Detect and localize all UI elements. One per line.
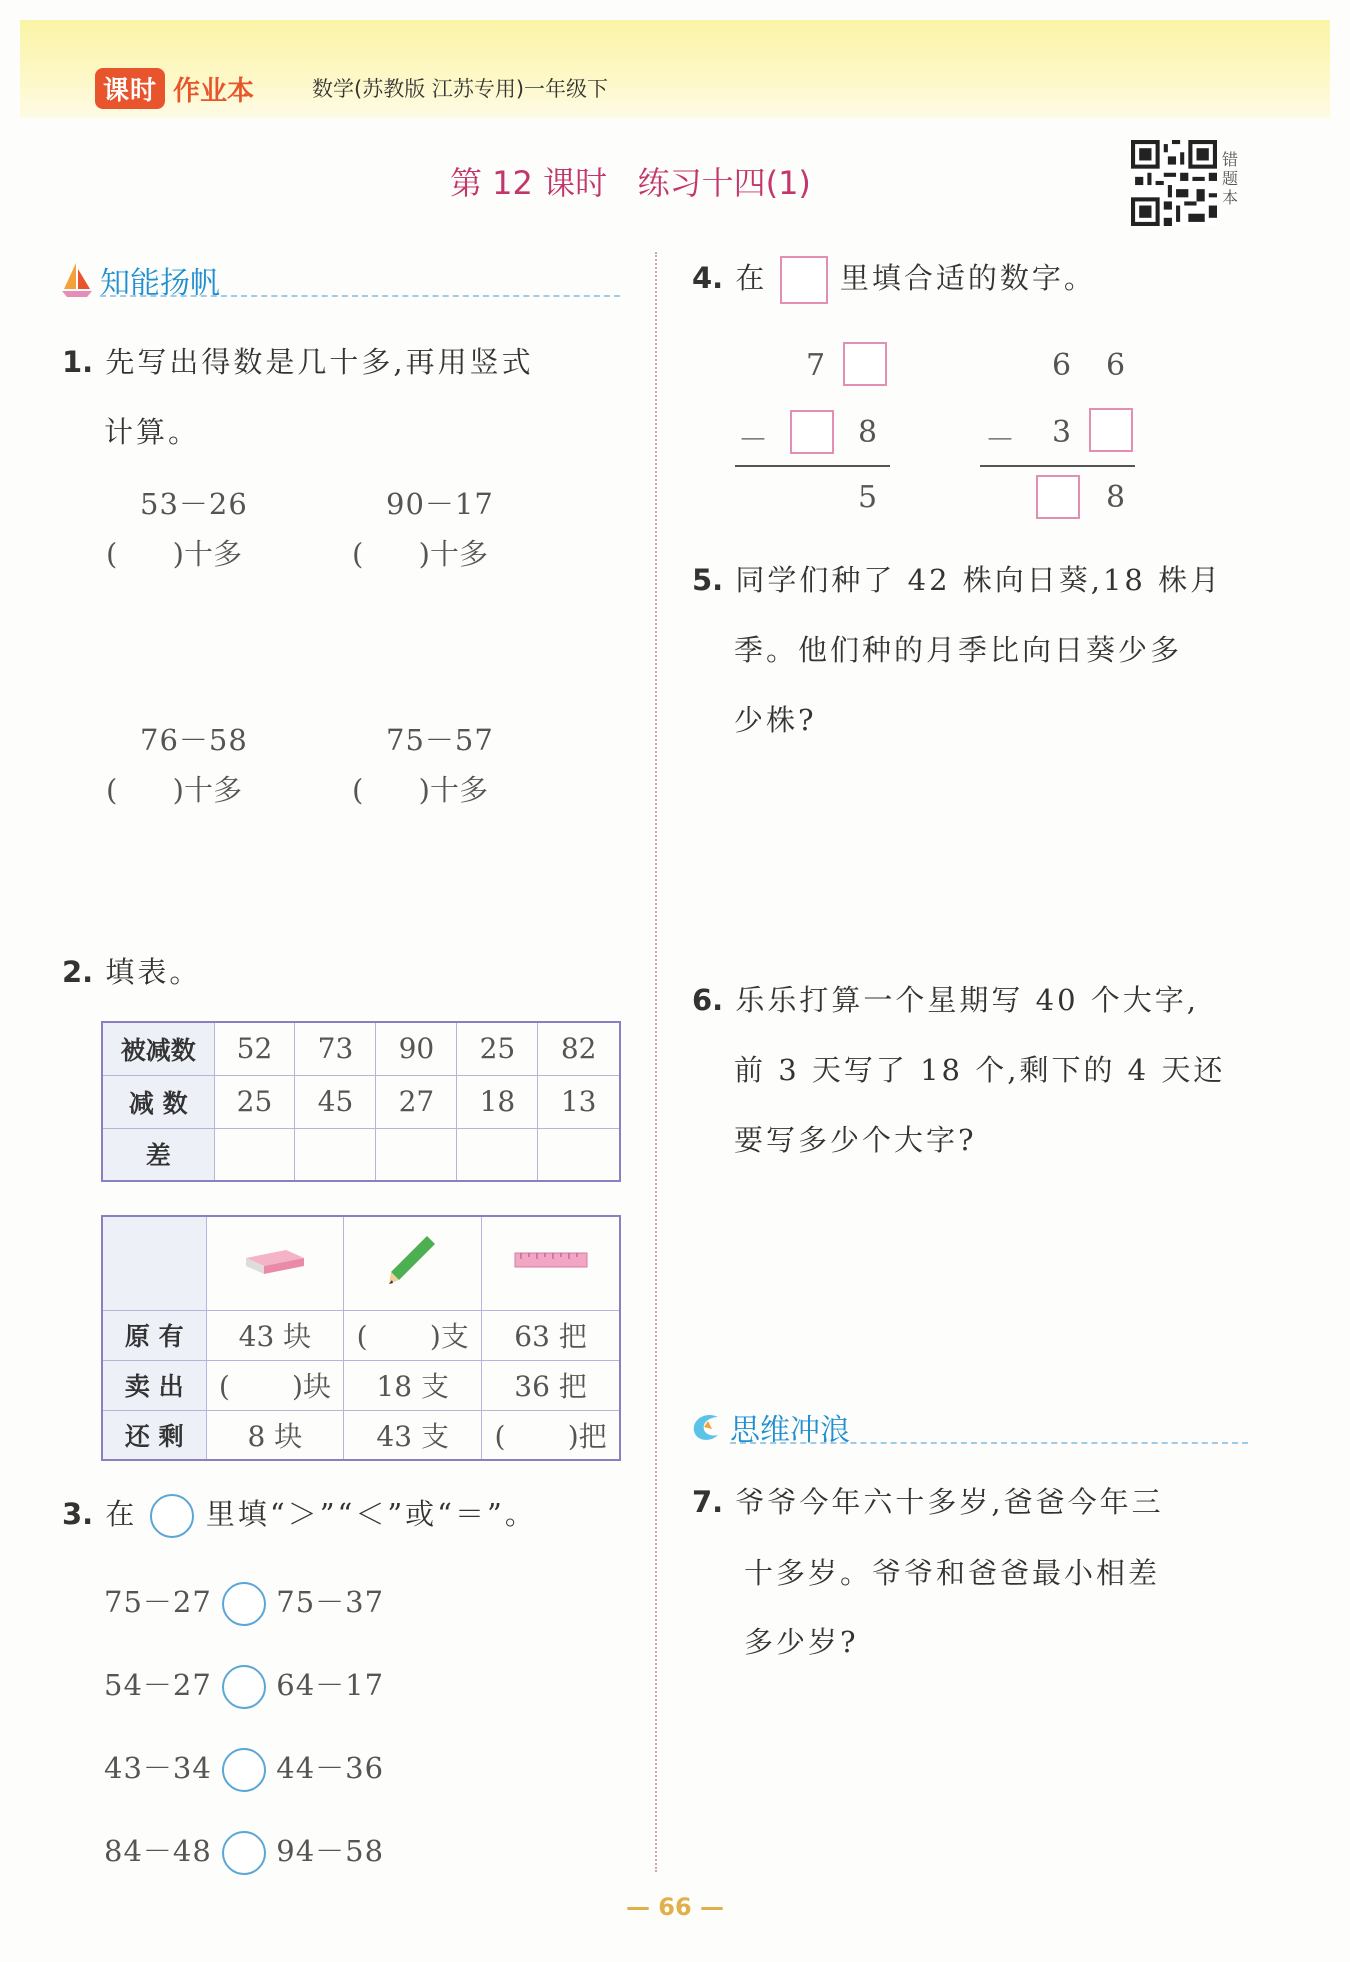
q7-line-3: 多少岁? [744, 1625, 859, 1659]
q5-line-1: 同学们种了 42 株向日葵,18 株月 [735, 563, 1223, 597]
lesson-title: 第 12 课时 练习十四(1) [450, 164, 811, 202]
q4-text-after: 里填合适的数字。 [839, 261, 1096, 295]
row-head-remaining: 还 剩 [102, 1410, 206, 1460]
compare-circle-4[interactable] [222, 1831, 266, 1875]
cell: 45 [295, 1075, 376, 1128]
answer-cell[interactable]: ( )块 [206, 1360, 344, 1410]
row-head-sold: 卖 出 [102, 1360, 206, 1410]
answer-cell[interactable] [295, 1128, 376, 1181]
answer-cell[interactable] [457, 1128, 538, 1181]
cell: 63 把 [482, 1310, 620, 1360]
cell: 27 [376, 1075, 457, 1128]
q3-left-3: 43－34 [104, 1751, 212, 1785]
q1-expr-3: 76－58 [140, 723, 248, 757]
q3-text-before: 在 [105, 1497, 138, 1531]
q2-text: 填表。 [105, 955, 202, 989]
table-row-minuend [102, 1022, 620, 1075]
table-row-sold [102, 1360, 620, 1410]
eraser-icon [240, 1240, 310, 1280]
q4a-sub-tens-box[interactable] [790, 410, 834, 454]
row-head-minuend: 被减数 [102, 1022, 214, 1075]
stationery-table [101, 1215, 621, 1461]
cell: 13 [538, 1075, 620, 1128]
q3-row-3 [104, 1746, 384, 1792]
compare-circle-3[interactable] [222, 1748, 266, 1792]
compare-circle-sample [150, 1494, 194, 1538]
q3-left-1: 75－27 [104, 1585, 212, 1619]
q6-number: 6. [692, 983, 724, 1017]
q2-number: 2. [62, 955, 94, 989]
q1-number: 1. [62, 345, 94, 379]
cell: 90 [376, 1022, 457, 1075]
q4a-minus: － [738, 423, 768, 458]
q7-line-1: 爷爷今年六十多岁,爸爸今年三 [735, 1485, 1164, 1519]
q3-text-after: 里填“＞”“＜”或“＝”。 [205, 1497, 537, 1531]
q4a-top-tens: 7 [806, 348, 826, 383]
cell: 52 [214, 1022, 295, 1075]
q2-prompt [62, 950, 201, 991]
cell: 43 支 [344, 1410, 482, 1460]
q3-right-4: 94－58 [276, 1834, 385, 1868]
q5-prompt [692, 558, 1222, 599]
fill-box-sample [780, 256, 828, 304]
q3-row-1 [104, 1580, 384, 1626]
cell: 36 把 [482, 1360, 620, 1410]
q6-prompt [692, 978, 1199, 1019]
q3-left-2: 54－27 [104, 1668, 212, 1702]
sailboat-icon [60, 261, 94, 299]
section-zhineng-title: 知能扬帆 [100, 266, 220, 301]
q5-line-3: 少株? [734, 703, 817, 737]
pencil-cell [344, 1216, 482, 1310]
q1-answer-1[interactable]: ( )十多 [106, 537, 242, 571]
q1-text-a: 先写出得数是几十多,再用竖式 [105, 345, 534, 379]
table-row-subtrahend [102, 1075, 620, 1128]
q7-line-2: 十多岁。爷爷和爸爸最小相差 [744, 1556, 1161, 1590]
q3-number: 3. [62, 1497, 94, 1531]
q4b-minus: － [985, 423, 1015, 458]
section-siwei-rule [730, 1442, 1248, 1444]
q6-line-2: 前 3 天写了 18 个,剩下的 4 天还 [734, 1053, 1226, 1087]
section-siwei-title: 思维冲浪 [730, 1413, 850, 1448]
column-divider [655, 252, 657, 1872]
q4-prompt [692, 256, 1096, 304]
q3-row-4 [104, 1829, 384, 1875]
answer-cell[interactable]: ( )支 [344, 1310, 482, 1360]
q4b-result-ones: 8 [1106, 480, 1126, 515]
q7-prompt [692, 1480, 1164, 1521]
q1-expr-1: 53－26 [140, 487, 248, 521]
q4-text-before: 在 [735, 261, 768, 295]
cell: 18 支 [344, 1360, 482, 1410]
q4a-sub-ones: 8 [858, 415, 878, 450]
answer-cell[interactable]: ( )把 [482, 1410, 620, 1460]
q3-row-2 [104, 1663, 384, 1709]
q1-prompt [62, 340, 534, 381]
eraser-cell [206, 1216, 344, 1310]
q4b-result-tens-box[interactable] [1036, 475, 1080, 519]
qr-code-icon[interactable] [1131, 140, 1217, 226]
ruler-cell [482, 1216, 620, 1310]
cell: 25 [214, 1075, 295, 1128]
q4a-result: 5 [858, 480, 878, 515]
subtraction-table [101, 1021, 621, 1182]
q1-expr-2: 90－17 [386, 487, 494, 521]
table-row-remaining [102, 1410, 620, 1460]
pencil-icon [383, 1230, 443, 1290]
table-row-icons [102, 1216, 620, 1310]
cell: 25 [457, 1022, 538, 1075]
row-head-original: 原 有 [102, 1310, 206, 1360]
q4b-sub-tens: 3 [1052, 415, 1072, 450]
ruler-icon [511, 1245, 591, 1275]
table-row-difference [102, 1128, 620, 1181]
cell: 73 [295, 1022, 376, 1075]
page-number: — 66 — [625, 1893, 725, 1921]
q7-number: 7. [692, 1485, 724, 1519]
qr-label: 错题本 [1222, 150, 1239, 207]
q1-expr-4: 75－57 [386, 723, 494, 757]
cell: 43 块 [206, 1310, 344, 1360]
q1-text-b: 计算。 [104, 415, 201, 449]
compare-circle-1[interactable] [222, 1582, 266, 1626]
wave-icon [688, 1409, 724, 1445]
q3-left-4: 84－48 [104, 1834, 212, 1868]
q4-number: 4. [692, 261, 724, 295]
cell: 82 [538, 1022, 620, 1075]
q4b-rule [980, 465, 1135, 467]
q6-line-1: 乐乐打算一个星期写 40 个大字, [735, 983, 1199, 1017]
row-head-subtrahend: 减 数 [102, 1075, 214, 1128]
q5-number: 5. [692, 563, 724, 597]
subject-label: 数学(苏教版 江苏专用)一年级下 [312, 77, 609, 101]
q1-answer-4[interactable]: ( )十多 [352, 773, 488, 807]
q4b-sub-ones-box[interactable] [1089, 408, 1133, 452]
q4b-top-ones: 6 [1106, 348, 1126, 383]
q1-answer-3[interactable]: ( )十多 [106, 773, 242, 807]
answer-cell[interactable] [214, 1128, 295, 1181]
brand-tag: 课时 [95, 68, 165, 109]
answer-cell[interactable] [538, 1128, 620, 1181]
table-row-original [102, 1310, 620, 1360]
q3-prompt [62, 1492, 537, 1538]
row-head-difference: 差 [102, 1128, 214, 1181]
answer-cell[interactable] [376, 1128, 457, 1181]
q3-right-3: 44－36 [276, 1751, 385, 1785]
cell: 8 块 [206, 1410, 344, 1460]
q6-line-3: 要写多少个大字? [734, 1123, 977, 1157]
cell: 18 [457, 1075, 538, 1128]
q4a-top-ones-box[interactable] [843, 342, 887, 386]
brand-logo [95, 68, 254, 108]
q4a-rule [735, 465, 890, 467]
brand-name: 作业本 [173, 75, 255, 107]
compare-circle-2[interactable] [222, 1665, 266, 1709]
q3-right-1: 75－37 [276, 1585, 385, 1619]
q1-answer-2[interactable]: ( )十多 [352, 537, 488, 571]
section-zhineng-rule [100, 295, 620, 297]
corner-cell [102, 1216, 206, 1310]
q5-line-2: 季。他们种的月季比向日葵少多 [734, 633, 1183, 667]
q3-right-2: 64－17 [276, 1668, 385, 1702]
q4b-top-tens: 6 [1052, 348, 1072, 383]
